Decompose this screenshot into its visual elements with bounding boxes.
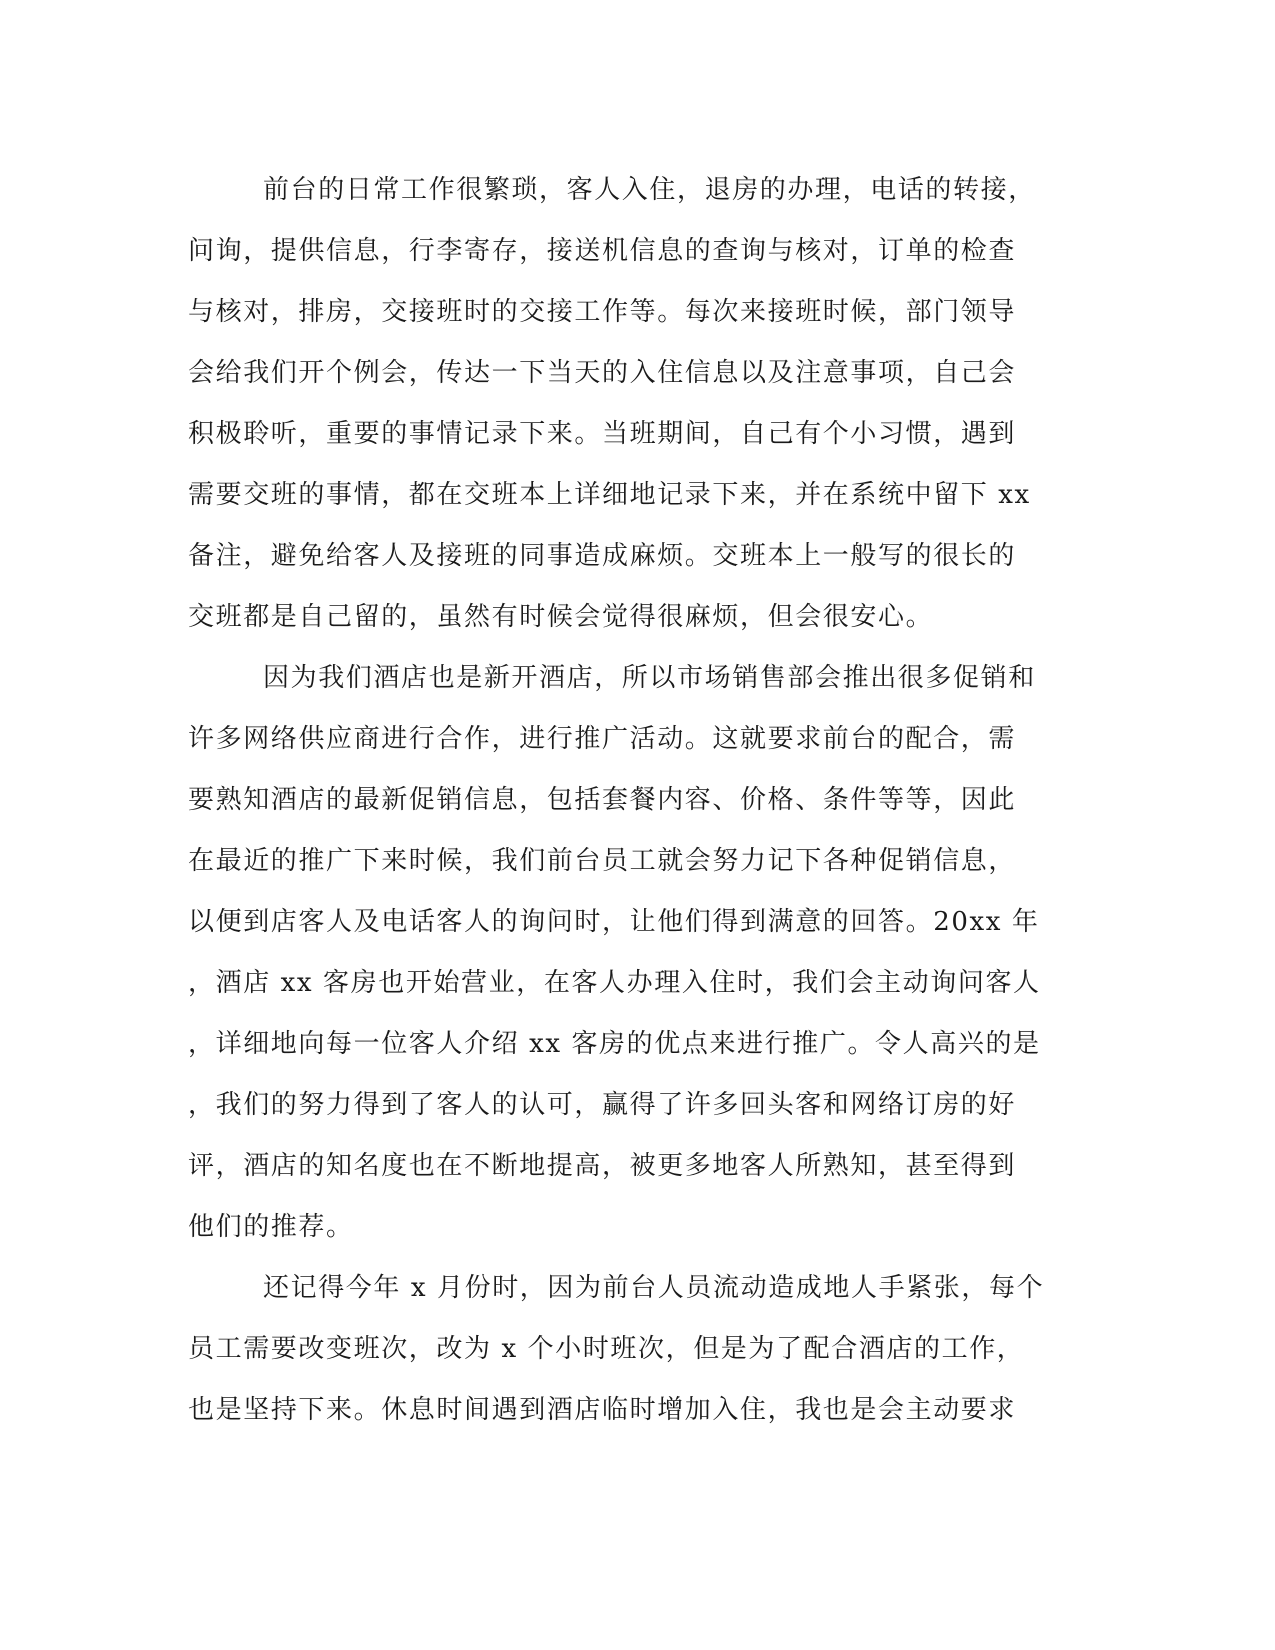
text-line: 会给我们开个例会，传达一下当天的入住信息以及注意事项，自己会 xyxy=(188,358,1017,388)
text-line: 备注，避免给客人及接班的同事造成麻烦。交班本上一般写的很长的 xyxy=(188,541,1017,571)
document-body xyxy=(188,160,1068,1441)
text-line: 以便到店客人及电话客人的询问时，让他们得到满意的回答。20xx 年 xyxy=(188,907,1040,937)
text-line: 因为我们酒店也是新开酒店，所以市场销售部会推出很多促销和 xyxy=(263,663,1036,693)
text-line: 需要交班的事情，都在交班本上详细地记录下来，并在系统中留下 xx xyxy=(188,480,1031,510)
text-line: 与核对，排房，交接班时的交接工作等。每次来接班时候，部门领导 xyxy=(188,297,1017,327)
text-line: ，详细地向每一位客人介绍 xx 客房的优点来进行推广。令人高兴的是 xyxy=(188,1029,1041,1059)
text-line: 要熟知酒店的最新促销信息，包括套餐内容、价格、条件等等，因此 xyxy=(188,785,1017,815)
text-line: ，酒店 xx 客房也开始营业，在客人办理入住时，我们会主动询问客人 xyxy=(188,968,1041,998)
text-line: 评，酒店的知名度也在不断地提高，被更多地客人所熟知，甚至得到 xyxy=(188,1151,1017,1181)
text-line: 问询，提供信息，行李寄存，接送机信息的查询与核对，订单的检查 xyxy=(188,236,1017,266)
text-line: 前台的日常工作很繁琐，客人入住，退房的办理，电话的转接， xyxy=(263,175,1036,205)
text-line: 许多网络供应商进行合作，进行推广活动。这就要求前台的配合，需 xyxy=(188,724,1017,754)
text-line: 他们的推荐。 xyxy=(188,1212,354,1242)
text-line: 积极聆听，重要的事情记录下来。当班期间，自己有个小习惯，遇到 xyxy=(188,419,1017,449)
text-line: ，我们的努力得到了客人的认可，赢得了许多回头客和网络订房的好 xyxy=(188,1090,1017,1120)
text-line: 还记得今年 x 月份时，因为前台人员流动造成地人手紧张，每个 xyxy=(263,1273,1045,1303)
text-line: 交班都是自己留的，虽然有时候会觉得很麻烦，但会很安心。 xyxy=(188,602,934,632)
text-line: 也是坚持下来。休息时间遇到酒店临时增加入住，我也是会主动要求 xyxy=(188,1395,1017,1425)
text-line: 在最近的推广下来时候，我们前台员工就会努力记下各种促销信息， xyxy=(188,846,1017,876)
text-line: 员工需要改变班次，改为 x 个小时班次，但是为了配合酒店的工作， xyxy=(188,1334,1025,1364)
